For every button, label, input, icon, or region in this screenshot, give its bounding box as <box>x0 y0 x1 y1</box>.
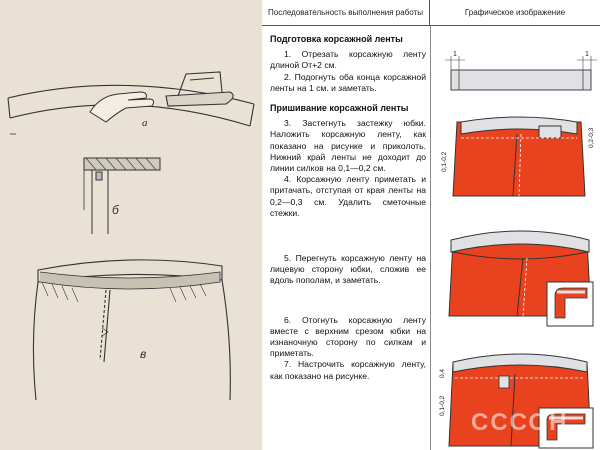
figure-v-label: в <box>140 347 147 361</box>
column-header-steps: Последовательность выполнения работы <box>262 0 430 26</box>
steps-column <box>270 34 426 382</box>
figure-b-section-drawing <box>84 158 160 234</box>
figure-a-label: а <box>142 117 148 129</box>
step-4: 4. Корсажную ленту приметать и притачать, отступая от края ленты на 0,2—0,3 см. Удалить сметочные стежки. <box>270 174 426 218</box>
step-6: 6. Отогнуть корсажную ленту вместе с верхним срезом юбки на изнаночную сторону по силкам и приметать. <box>270 314 426 359</box>
step-1: 1. Отрезать корсажную ленту длиной От+2 см. <box>270 49 426 71</box>
watermark-text: СССОН <box>471 409 569 436</box>
step-5: 5. Перегнуть корсажную ленту на лицевую сторону юбки, сложив ее вдоль пополам, и заметать. <box>270 253 426 286</box>
section-heading-attaching: Пришивание корсажной ленты <box>270 103 409 114</box>
section-heading-preparation: Подготовка корсажной ленты <box>270 34 403 44</box>
column-header-graphics: Графическое изображение <box>430 0 600 26</box>
dim-label-1: 1 <box>453 51 457 58</box>
figure-v-skirt-drawing <box>33 260 230 400</box>
dim-label-4: 0,2-0,3 <box>588 127 595 148</box>
step-3: 3. Застегнуть застежку юбки. Наложить корсажную ленту, как показано на рисунке и приколоть. Нижний край ленты не доходит до линии силков на 0,1—0,2 см. <box>270 118 426 174</box>
instruction-table <box>262 0 600 450</box>
dim-label-6: 0,4 <box>439 368 446 378</box>
skirt-tape-pinned-graphic <box>441 117 595 196</box>
figure-b-label: б <box>112 203 119 217</box>
left-drawings <box>0 0 262 450</box>
left-illustration-panel <box>0 0 262 450</box>
graphics-column <box>431 26 600 450</box>
skirt-tape-folded-graphic <box>449 231 593 326</box>
step-7: 7. Настрочить корсажную ленту, как показано на рисунке. <box>270 359 426 381</box>
step-2: 2. Подогнуть оба конца корсажной ленты на 1 см. и заметать. <box>270 71 426 93</box>
tape-strip-graphic <box>445 51 597 90</box>
dim-label-3: 0,1-0,2 <box>441 151 448 172</box>
dim-label-2: 1 <box>585 51 589 58</box>
dim-label-5: 0,1-0,2 <box>439 395 446 416</box>
